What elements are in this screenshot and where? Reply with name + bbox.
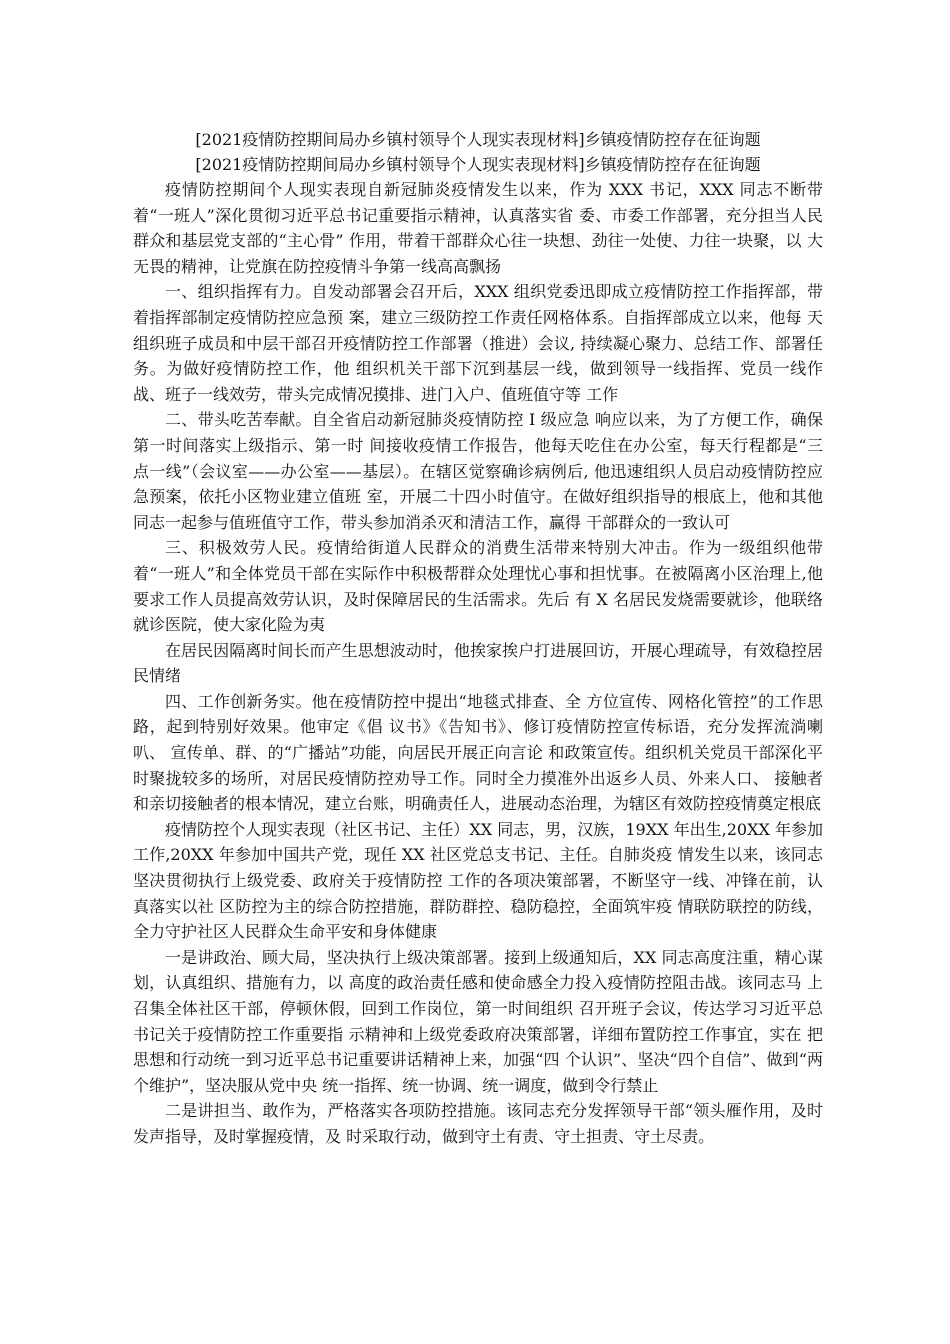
paragraph-point-2: 二是讲担当、敢作为，严格落实各项防控措施。该同志充分发挥领导干部“领头雁作用，及时发声指导，及时掌握疫情，及 时采取行动，做到守土有责、守土担责、守土尽责。 — [133, 1101, 823, 1146]
paragraph-section-2: 二、带头吃苦奉献。自全省启动新冠肺炎疫情防控 I 级应急 响应以来，为了方便工作，确保第一时间落实上级指示、第一时 间接收疫情工作报告，他每天吃住在办公室，每天行程都是“三 点一线”（会议室——办公室——基层）。在辖区觉察确诊病例后, 他迅速组织人员启动疫情防控应急预案，依托小区物业建立值班 室，开展二十四小时值守。在做好组织指导的根底上，他和其他 同志一起参与值班值守工作，带头参加消杀灭和清洁工作，赢得 干部群众的一致认可 — [133, 410, 823, 532]
paragraph-community-intro: 疫情防控个人现实表现（社区书记、主任）XX 同志，男，汉族，19XX 年出生,20XX 年参加工作,20XX 年参加中国共产党，现任 XX 社区党总支书记、主任。自肺炎疫 情发生以来，该同志坚决贯彻执行上级党委、政府关于疫情防控 工作的各项决策部署，不断坚守一线、冲锋在前，认真落实以社 区防控为主的综合防控措施，群防群控、稳防稳控，全面筑牢疫 情联防联控的防线，全力守护社区人民群众生命平安和身体健康 — [133, 819, 823, 942]
document-subtitle: [2021疫情防控期间局办乡镇村领导个人现实表现材料]乡镇疫情防控存在征询题 — [195, 155, 761, 174]
document-page — [133, 127, 823, 1150]
document-title: [2021疫情防控期间局办乡镇村领导个人现实表现材料]乡镇疫情防控存在征询题 — [195, 130, 761, 149]
paragraph-intro: 疫情防控期间个人现实表现自新冠肺炎疫情发生以来，作为 XXX 书记，XXX 同志不断带着“一班人”深化贯彻习近平总书记重要指示精神，认真落实省 委、市委工作部署，充分担当人民群众和基层党支部的“主心骨” 作用，带着干部群众心往一块想、劲往一处使、力往一块聚，以 大无畏的精神，让党旗在防控疫情斗争第一线高高飘扬 — [133, 180, 823, 276]
paragraph-section-1: 一、组织指挥有力。自发动部署会召开后，XXX 组织党委迅即成立疫情防控工作指挥部，带着指挥部制定疫情防控应急预 案，建立三级防控工作责任网格体系。自指挥部成立以来，他每 天组织班子成员和中层干部召开疫情防控工作部署（推进）会议, 持续凝心聚力、总结工作、部署任务。为做好疫情防控工作，他 组织机关干部下沉到基层一线，做到领导一线指挥、党员一线作 战、班子一线效劳，带头完成情况摸排、进门入户、值班值守等 工作 — [133, 282, 823, 404]
paragraph-section-3-cont: 在居民因隔离时间长而产生思想波动时，他挨家挨户打进展回访，开展心理疏导，有效稳控居民情绪 — [133, 640, 823, 686]
paragraph-section-4: 四、工作创新务实。他在疫情防控中提出“地毯式排查、全 方位宣传、网格化管控”的工作思路，起到特别好效果。他审定《倡 议书》《告知书》、修订疫情防控宣传标语，充分发挥流淌喇叭、 宣传单、群、的“广播站”功能，向居民开展正向言论 和政策宣传。组织机关党员干部深化平时聚拢较多的场所，对居民疫情防控劝导工作。同时全力摸准外出返乡人员、外来人口、 接触者和亲切接触者的根本情况，建立台账，明确责任人，进展动态治理，为辖区有效防控疫情奠定根底 — [133, 691, 823, 814]
paragraph-section-3: 三、积极效劳人民。疫情给街道人民群众的消费生活带来特别大冲击。作为一级组织他带着“一班人”和全体党员干部在实际作中积极帮群众处理忧心事和担忧事。在被隔离小区治理上,他要求工作人员提高效劳认识，及时保障居民的生活需求。先后 有 X 名居民发烧需要就诊，他联络就诊医院，使大家化险为夷 — [133, 538, 823, 635]
paragraph-point-1: 一是讲政治、顾大局，坚决执行上级决策部署。接到上级通知后，XX 同志高度注重，精心谋划，认真组织、措施有力，以 高度的政治责任感和使命感全力投入疫情防控阻击战。该同志马 上召集全体社区干部，停顿休假，回到工作岗位，第一时间组织 召开班子会议，传达学习习近平总书记关于疫情防控工作重要指 示精神和上级党委政府决策部署，详细布置防控工作事宜，实在 把思想和行动统一到习近平总书记重要讲话精神上来，加强“四 个认识”、坚决“四个自信”、做到“两个维护”，坚决服从党中央 统一指挥、统一协调、统一调度，做到令行禁止 — [133, 947, 823, 1095]
